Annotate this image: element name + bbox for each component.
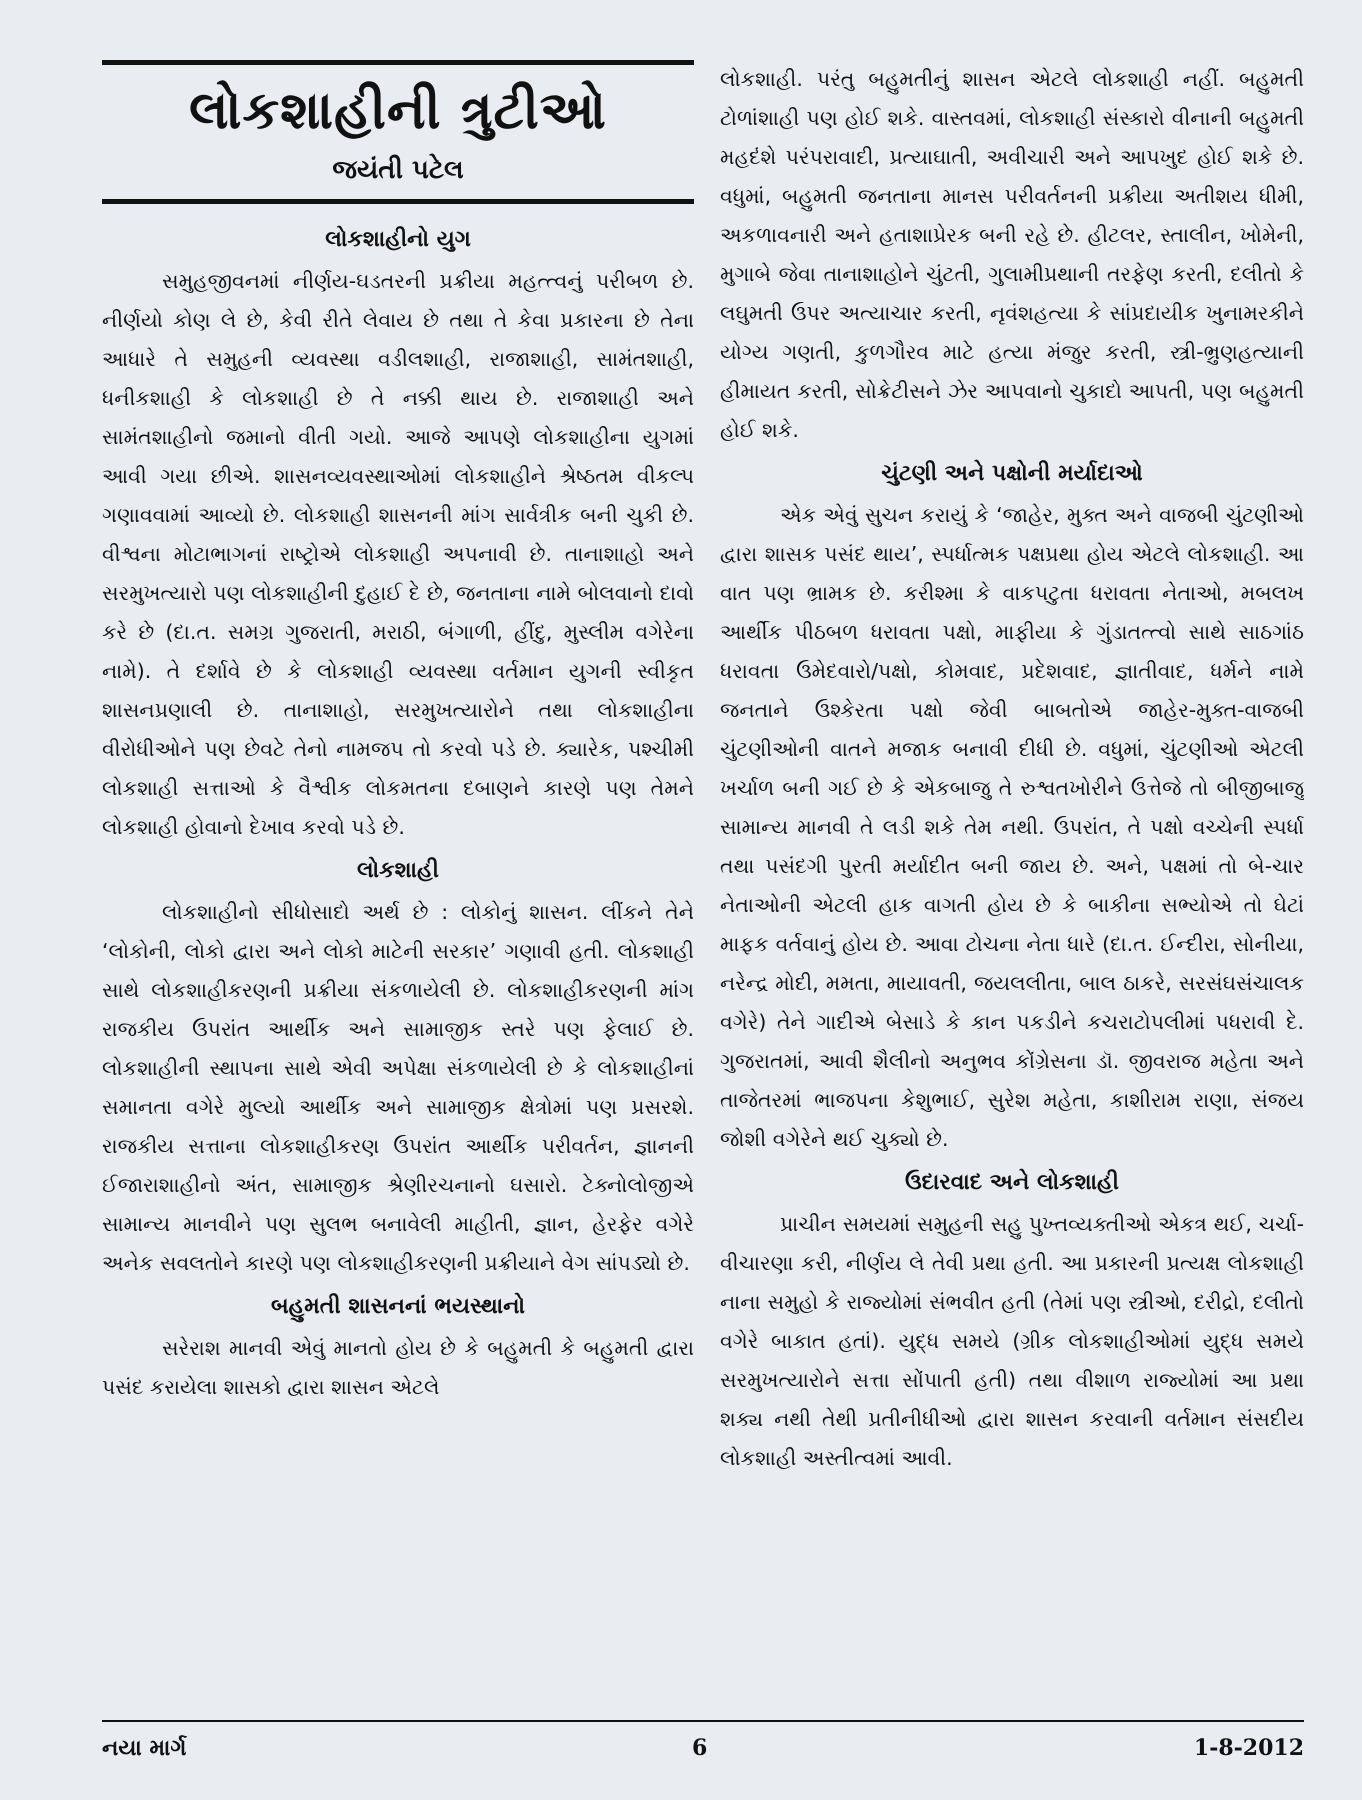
paragraph-liberalism: પ્રાચીન સમયમાં સમુહની સહુ પુખ્તવ્યક્તીઓ એકત્ર થઈ, ચર્ચા-વીચારણા કરી, નીર્ણય લે તેવી પ્રથા હતી. આ પ્રકારની પ્રત્યક્ષ લોકશાહી નાના સમુહો કે રાજ્યોમાં સંભવીત હતી (તેમાં પણ સ્ત્રીઓ, દરીદ્રો, દલીતો વગેરે બાકાત હતાં). યુદ્ધ સમયે (ગ્રીક લોકશાહીઓમાં યુદ્ધ સમયે સરમુખત્યારોને સત્તા સોંપાતી હતી) તથા વીશાળ રાજ્યોમાં આ પ્રથા શક્ય નથી તેથી પ્રતીનીધીઓ દ્વારા શાસન કરવાની વર્તમાન સંસદીય લોકશાહી અસ્તીત્વમાં આવી. <box>720 1212 1304 1470</box>
right-column <box>720 60 1304 1708</box>
paragraph-democracy: લોકશાહીનો સીધોસાદો અર્થ છે : લોકોનું શાસન. લીંકને તેને ‘લોકોની, લોકો દ્વારા અને લોકો માટેની સરકાર’ ગણાવી હતી. લોકશાહી સાથે લોકશાહીકરણની પ્રક્રીયા સંકળાયેલી છે. લોકશાહીકરણની માંગ રાજકીય ઉપરાંત આર્થીક અને સામાજીક સ્તરે પણ ફેલાઈ છે. લોકશાહીની સ્થાપના સાથે એવી અપેક્ષા સંકળાયેલી છે કે લોકશાહીનાં સમાનતા વગેરે મુલ્યો આર્થીક અને સામાજીક ક્ષેત્રોમાં પણ પ્રસરશે. રાજકીય સત્તાના લોકશાહીકરણ ઉપરાંત આર્થીક પરીવર્તન, જ્ઞાનની ઈજારાશાહીનો અંત, સામાજીક શ્રેણીરચનાનો ઘસારો. ટેક્નોલોજીએ સામાન્ય માનવીને પણ સુલભ બનાવેલી માહીતી, જ્ઞાન, હેરફેર વગેરે અનેક સવલતોને કારણે પણ લોકશાહીકરણની પ્રક્રીયાને વેગ સાંપડ્યો છે. <box>102 900 694 1275</box>
article-author: જયંતી પટેલ <box>332 155 464 185</box>
paragraph-majority-risks-continued: લોકશાહી. પરંતુ બહુમતીનું શાસન એટલે લોકશાહી નહીં. બહુમતી ટોળાંશાહી પણ હોઈ શકે. વાસ્તવમાં, લોકશાહી સંસ્કારો વીનાની બહુમતી મહદંશે પરંપરાવાદી, પ્રત્યાઘાતી, અવીચારી અને આપખુદ હોઈ શકે છે. વધુમાં, બહુમતી જનતાના માનસ પરીવર્તનની પ્રક્રીયા અતીશય ધીમી, અકળાવનારી અને હતાશાપ્રેરક બની રહે છે. હીટલર, સ્તાલીન, ખોમેની, મુગાબે જેવા તાનાશાહોને ચુંટતી, ગુલામીપ્રથાની તરફેણ કરતી, દલીતો કે લઘુમતી ઉપર અત્યાચાર કરતી, નૃવંશહત્યા કે સાંપ્રદાયીક ખુનામરકીને યોગ્ય ગણતી, કુળગૌરવ માટે હત્યા મંજુર કરતી, સ્ત્રી-ભ્રુણહત્યાની હીમાયત કરતી, સોક્રેટીસને ઝેર આપવાનો ચુકાદો આપતી, પણ બહુમતી હોઈ શકે. <box>720 67 1304 442</box>
section-heading-liberalism: ઉદારવાદ અને લોકશાહી <box>905 1170 1119 1195</box>
footer-date: 1-8-2012 <box>1193 1735 1304 1761</box>
section-heading-majority-risks: બહુમતી શાસનનાં ભયસ્થાનો <box>270 1294 526 1319</box>
footer-divider <box>102 1720 1304 1722</box>
left-column <box>102 60 694 1708</box>
section-heading-elections-limits: ચુંટણી અને પક્ષોની મર્યાદાઓ <box>881 461 1143 486</box>
section-heading-democracy: લોકશાહી <box>357 858 439 883</box>
page-footer <box>102 1735 1304 1775</box>
title-box <box>102 60 694 204</box>
paragraph-elections-limits: એક એવું સુચન કરાયું કે ‘જાહેર, મુક્ત અને વાજબી ચુંટણીઓ દ્વારા શાસક પસંદ થાય’, સ્પર્ધાત્મક પક્ષપ્રથા હોય એટલે લોકશાહી. આ વાત પણ ભ્રામક છે. કરીશ્મા કે વાકપટુતા ધરાવતા નેતાઓ, મબલખ આર્થીક પીઠબળ ધરાવતા પક્ષો, માફીયા કે ગુંડાતત્ત્વો સાથે સાઠગાંઠ ધરાવતા ઉમેદવારો/પક્ષો, કોમવાદ, પ્રદેશવાદ, જ્ઞાતીવાદ, ધર્મને નામે જનતાને ઉશ્કેરતા પક્ષો જેવી બાબતોએ જાહેર-મુક્ત-વાજબી ચુંટણીઓની વાતને મજાક બનાવી દીધી છે. વધુમાં, ચુંટણીઓ એટલી ખર્ચાળ બની ગઈ છે કે એકબાજુ તે રુશ્વતખોરીને ઉત્તેજે તો બીજીબાજુ સામાન્ય માનવી તે લડી શકે તેમ નથી. ઉપરાંત, તે પક્ષો વચ્ચેની સ્પર્ધા તથા પસંદગી પુરતી મર્યાદીત બની જાય છે. અને, પક્ષમાં તો બે-ચાર નેતાઓની એટલી હાક વાગતી હોય છે કે બાકીના સભ્યોએ તો ઘેટાં માફક વર્તવાનું હોય છે. આવા ટોચના નેતા ધારે (દા.ત. ઈન્દીરા, સોનીયા, નરેન્દ્ર મોદી, મમતા, માયાવતી, જયલલીતા, બાલ ઠાકરે, સરસંઘસંચાલક વગેરે) તેને ગાદીએ બેસાડે કે કાન પકડીને કચરાટોપલીમાં પધરાવી દે. ગુજરાતમાં, આવી શૈલીનો અનુભવ કોંગ્રેસના ડૉ. જીવરાજ મહેતા અને તાજેતરમાં ભાજપના કેશુભાઈ, સુરેશ મહેતા, કાશીરામ રાણા, સંજય જોશી વગેરેને થઈ ચુક્યો છે. <box>720 503 1304 1151</box>
paragraph-majority-risks: સરેરાશ માનવી એવું માનતો હોય છે કે બહુમતી કે બહુમતી દ્વારા પસંદ કરાયેલા શાસકો દ્વારા શાસન એટલે <box>102 1336 694 1399</box>
article-title: લોકશાહીની ત્રુટીઓ <box>189 81 607 141</box>
paragraph-democracy-era: સમુહજીવનમાં નીર્ણય-ઘડતરની પ્રક્રીયા મહત્ત્વનું પરીબળ છે. નીર્ણયો કોણ લે છે, કેવી રીતે લેવાય છે તથા તે કેવા પ્રકારના છે તેના આધારે તે સમુહની વ્યવસ્થા વડીલશાહી, રાજાશાહી, સામંતશાહી, ધનીકશાહી કે લોકશાહી છે તે નક્કી થાય છે. રાજાશાહી અને સામંતશાહીનો જમાનો વીતી ગયો. આજે આપણે લોકશાહીના યુગમાં આવી ગયા છીએ. શાસનવ્યવસ્થાઓમાં લોકશાહીને શ્રેષ્ઠતમ વીકલ્પ ગણાવવામાં આવ્યો છે. લોકશાહી શાસનની માંગ સાર્વત્રીક બની ચુકી છે. વીશ્વના મોટાભાગનાં રાષ્ટ્રોએ લોકશાહી અપનાવી છે. તાનાશાહો અને સરમુખત્યારો પણ લોકશાહીની દુહાઈ દે છે, જનતાના નામે બોલવાનો દાવો કરે છે (દા.ત. સમગ્ર ગુજરાતી, મરાઠી, બંગાળી, હીંદુ, મુસ્લીમ વગેરેના નામે). તે દર્શાવે છે કે લોકશાહી વ્યવસ્થા વર્તમાન યુગની સ્વીકૃત શાસનપ્રણાલી છે. તાનાશાહો, સરમુખત્યારોને તથા લોકશાહીના વીરોધીઓને પણ છેવટે તેનો નામજપ તો કરવો પડે છે. ક્યારેક, પશ્ચીમી લોકશાહી સત્તાઓ કે વૈશ્વીક લોકમતના દબાણને કારણે પણ તેમને લોકશાહી હોવાનો દેખાવ કરવો પડે છે. <box>102 269 694 839</box>
footer-magazine-name: નયા માર્ગ <box>102 1735 187 1761</box>
section-heading-democracy-era: લોકશાહીનો યુગ <box>325 227 471 252</box>
footer-page-number: 6 <box>692 1735 708 1761</box>
